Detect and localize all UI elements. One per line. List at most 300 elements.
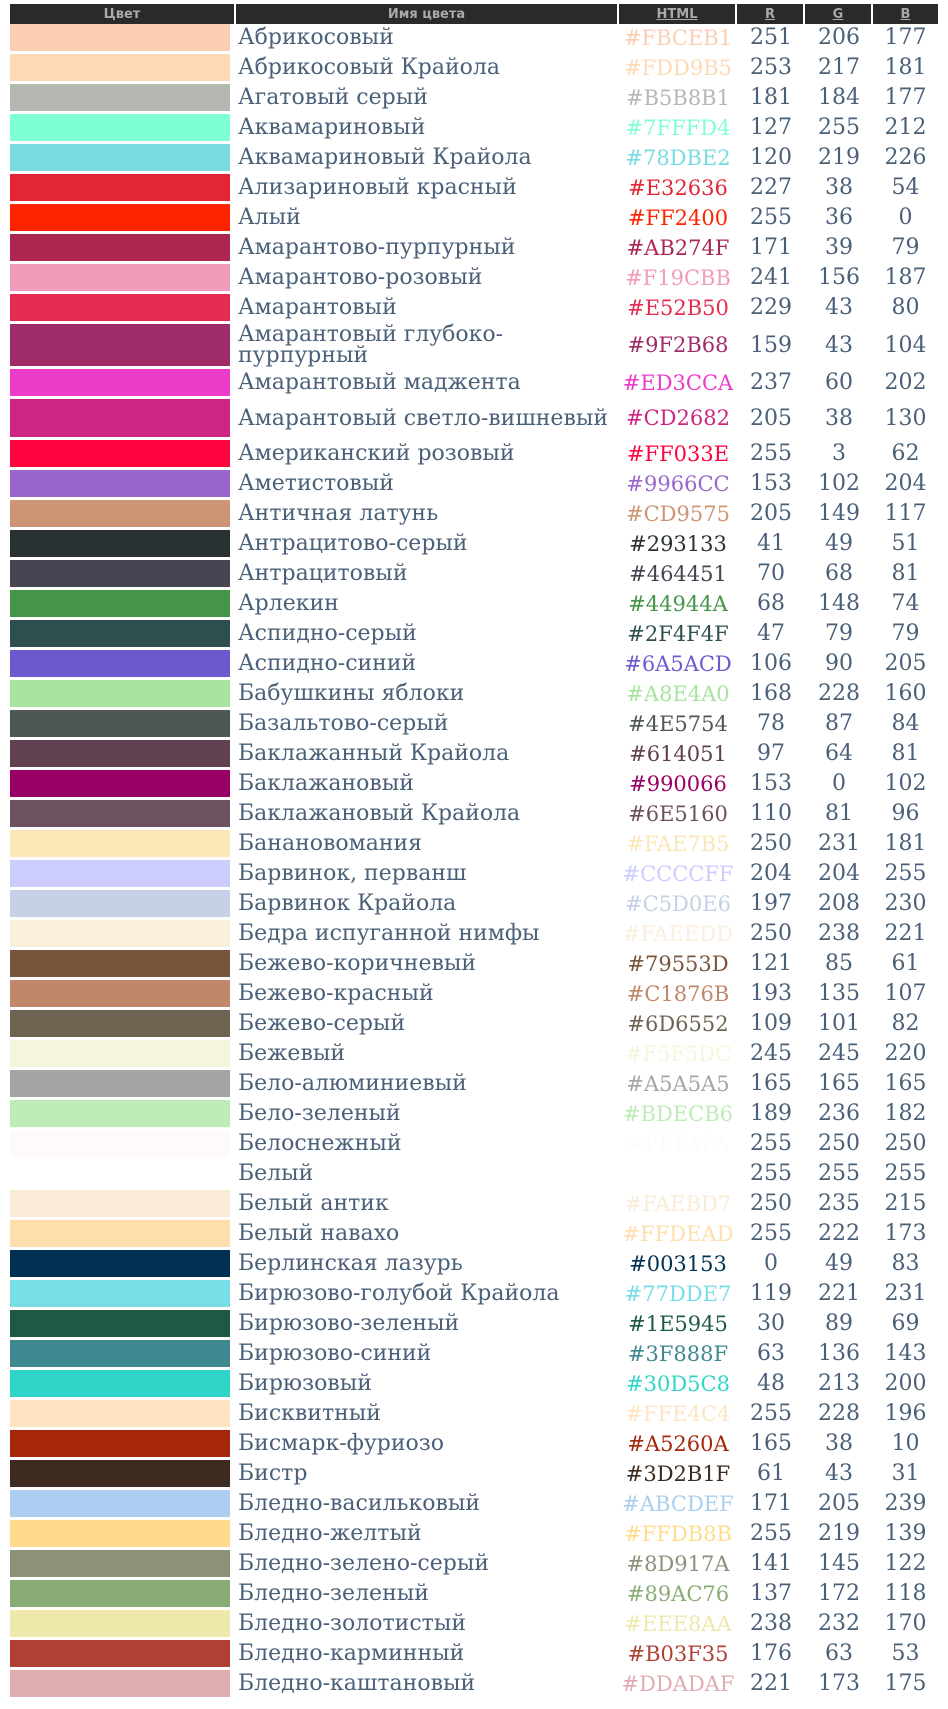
table-row [10,1130,938,1160]
color-g-value: 81 [805,800,873,830]
color-b-value: 81 [873,740,938,770]
color-hex: #FF2400 [619,204,737,234]
color-b-value: 160 [873,680,938,710]
color-b-value: 239 [873,1490,938,1520]
color-b-value: 69 [873,1310,938,1340]
color-name: Бежевый [236,1040,619,1070]
header-g[interactable]: G [805,4,873,24]
color-b-value: 255 [873,860,938,890]
table-row [10,650,938,680]
color-g-value: 236 [805,1100,873,1130]
color-hex: #9F2B68 [619,324,737,369]
table-row [10,1550,938,1580]
color-swatch [10,1640,236,1670]
color-swatch [10,1370,236,1400]
color-b-value: 61 [873,950,938,980]
color-name: Бистр [236,1460,619,1490]
color-hex: #FAEBD7 [619,1190,737,1220]
color-g-value: 222 [805,1220,873,1250]
color-swatch [10,440,236,470]
color-swatch [10,590,236,620]
color-hex: #3F888F [619,1340,737,1370]
color-g-value: 165 [805,1070,873,1100]
table-row [10,830,938,860]
color-b-value: 51 [873,530,938,560]
color-b-value: 80 [873,294,938,324]
color-swatch [10,399,236,440]
color-swatch [10,980,236,1010]
color-name: Бледно-зеленый [236,1580,619,1610]
color-hex: #ABCDEF [619,1490,737,1520]
header-row [10,4,938,24]
color-g-value: 208 [805,890,873,920]
color-swatch [10,174,236,204]
table-row [10,920,938,950]
color-g-value: 87 [805,710,873,740]
color-r-value: 119 [737,1280,805,1310]
color-r-value: 205 [737,500,805,530]
color-hex: #B5B8B1 [619,84,737,114]
color-g-value: 217 [805,54,873,84]
color-name: Абрикосовый [236,24,619,54]
color-swatch [10,860,236,890]
color-name: Бело-зеленый [236,1100,619,1130]
color-r-value: 250 [737,920,805,950]
color-g-value: 184 [805,84,873,114]
color-swatch [10,530,236,560]
color-hex: #89AC76 [619,1580,737,1610]
color-r-value: 255 [737,1160,805,1190]
color-hex: #C1876B [619,980,737,1010]
header-name[interactable]: Имя цвета [236,4,619,24]
color-g-value: 238 [805,920,873,950]
color-b-value: 181 [873,54,938,84]
color-b-value: 143 [873,1340,938,1370]
color-g-value: 101 [805,1010,873,1040]
color-name: Ализариновый красный [236,174,619,204]
color-b-value: 226 [873,144,938,174]
color-b-value: 74 [873,590,938,620]
color-r-value: 153 [737,470,805,500]
color-swatch [10,1010,236,1040]
color-swatch [10,680,236,710]
color-r-value: 241 [737,264,805,294]
color-r-value: 127 [737,114,805,144]
color-hex: #9966CC [619,470,737,500]
table-row [10,204,938,234]
color-hex: #77DDE7 [619,1280,737,1310]
color-name: Бирюзово-голубой Крайола [236,1280,619,1310]
color-name: Абрикосовый Крайола [236,54,619,84]
color-r-value: 153 [737,770,805,800]
color-name: Бедра испуганной нимфы [236,920,619,950]
table-row [10,1100,938,1130]
color-swatch [10,24,236,54]
table-row [10,1430,938,1460]
color-b-value: 83 [873,1250,938,1280]
table-row [10,1640,938,1670]
color-b-value: 31 [873,1460,938,1490]
color-r-value: 193 [737,980,805,1010]
color-r-value: 159 [737,324,805,369]
color-b-value: 230 [873,890,938,920]
color-b-value: 250 [873,1130,938,1160]
color-name: Белый антик [236,1190,619,1220]
color-b-value: 53 [873,1640,938,1670]
color-g-value: 79 [805,620,873,650]
color-name: Бледно-желтый [236,1520,619,1550]
color-hex: #A5A5A5 [619,1070,737,1100]
color-name: Бело-алюминиевый [236,1070,619,1100]
color-r-value: 221 [737,1670,805,1700]
color-g-value: 250 [805,1130,873,1160]
color-name: Амарантовый [236,294,619,324]
color-r-value: 168 [737,680,805,710]
color-r-value: 245 [737,1040,805,1070]
table-row [10,620,938,650]
color-b-value: 81 [873,560,938,590]
color-b-value: 79 [873,234,938,264]
color-hex: #FBCEB1 [619,24,737,54]
color-g-value: 49 [805,1250,873,1280]
color-g-value: 68 [805,560,873,590]
color-swatch [10,1100,236,1130]
color-swatch [10,1670,236,1700]
color-swatch [10,1190,236,1220]
color-g-value: 38 [805,174,873,204]
color-name: Баклажановый Крайола [236,800,619,830]
color-b-value: 165 [873,1070,938,1100]
color-name: Бирюзово-зеленый [236,1310,619,1340]
color-hex: #ED3CCA [619,369,737,399]
color-r-value: 238 [737,1610,805,1640]
color-g-value: 64 [805,740,873,770]
table-row [10,800,938,830]
color-b-value: 215 [873,1190,938,1220]
color-swatch [10,740,236,770]
table-row [10,234,938,264]
color-b-value: 182 [873,1100,938,1130]
color-swatch [10,620,236,650]
table-row [10,1190,938,1220]
color-r-value: 41 [737,530,805,560]
color-swatch [10,830,236,860]
color-name: Аспидно-синий [236,650,619,680]
color-swatch [10,324,236,369]
color-g-value: 228 [805,680,873,710]
color-name: Белоснежный [236,1130,619,1160]
color-g-value: 43 [805,1460,873,1490]
header-b[interactable]: B [873,4,938,24]
color-hex: #FFFFFF [619,1160,737,1190]
color-hex: #6D6552 [619,1010,737,1040]
color-name: Антрацитовый [236,560,619,590]
color-g-value: 219 [805,144,873,174]
color-r-value: 255 [737,1220,805,1250]
color-b-value: 221 [873,920,938,950]
color-hex: #4E5754 [619,710,737,740]
color-swatch [10,1430,236,1460]
color-swatch [10,560,236,590]
color-name: Агатовый серый [236,84,619,114]
color-r-value: 63 [737,1340,805,1370]
color-swatch [10,1070,236,1100]
color-g-value: 0 [805,770,873,800]
color-b-value: 84 [873,710,938,740]
color-swatch [10,234,236,264]
color-hex: #614051 [619,740,737,770]
table-row [10,114,938,144]
color-swatch [10,1130,236,1160]
color-hex: #FFDB8B [619,1520,737,1550]
color-r-value: 120 [737,144,805,174]
color-swatch [10,800,236,830]
color-g-value: 255 [805,1160,873,1190]
color-swatch [10,84,236,114]
color-g-value: 204 [805,860,873,890]
color-g-value: 213 [805,1370,873,1400]
color-g-value: 102 [805,470,873,500]
table-row [10,440,938,470]
table-row [10,530,938,560]
color-b-value: 117 [873,500,938,530]
header-html[interactable]: HTML [619,4,737,24]
color-r-value: 70 [737,560,805,590]
table-row [10,1220,938,1250]
color-b-value: 187 [873,264,938,294]
color-r-value: 204 [737,860,805,890]
color-b-value: 130 [873,399,938,440]
table-row [10,1310,938,1340]
color-r-value: 165 [737,1070,805,1100]
table-row [10,369,938,399]
color-swatch [10,1040,236,1070]
color-hex: #A5260A [619,1430,737,1460]
color-b-value: 196 [873,1400,938,1430]
color-r-value: 110 [737,800,805,830]
color-r-value: 237 [737,369,805,399]
color-r-value: 189 [737,1100,805,1130]
color-r-value: 181 [737,84,805,114]
color-g-value: 135 [805,980,873,1010]
color-name: Аспидно-серый [236,620,619,650]
color-name: Амарантовый глубоко-пурпурный [236,324,619,369]
color-hex: #FAE7B5 [619,830,737,860]
color-g-value: 43 [805,324,873,369]
color-g-value: 43 [805,294,873,324]
color-g-value: 36 [805,204,873,234]
color-g-value: 149 [805,500,873,530]
color-g-value: 3 [805,440,873,470]
color-hex: #1E5945 [619,1310,737,1340]
color-name: Бледно-золотистый [236,1610,619,1640]
color-hex: #2F4F4F [619,620,737,650]
color-swatch [10,470,236,500]
color-swatch [10,1310,236,1340]
color-r-value: 255 [737,1520,805,1550]
color-r-value: 61 [737,1460,805,1490]
color-r-value: 255 [737,1130,805,1160]
color-name: Антрацитово-серый [236,530,619,560]
color-r-value: 68 [737,590,805,620]
color-swatch [10,1400,236,1430]
table-row [10,470,938,500]
color-hex: #EEE8AA [619,1610,737,1640]
color-b-value: 0 [873,204,938,234]
color-r-value: 176 [737,1640,805,1670]
table-row [10,1010,938,1040]
color-r-value: 255 [737,204,805,234]
color-swatch [10,770,236,800]
color-b-value: 204 [873,470,938,500]
color-g-value: 39 [805,234,873,264]
color-r-value: 253 [737,54,805,84]
color-b-value: 104 [873,324,938,369]
table-row [10,1460,938,1490]
color-b-value: 122 [873,1550,938,1580]
color-b-value: 102 [873,770,938,800]
color-b-value: 79 [873,620,938,650]
color-swatch [10,1550,236,1580]
header-swatch[interactable]: Цвет [10,4,236,24]
color-g-value: 219 [805,1520,873,1550]
color-b-value: 175 [873,1670,938,1700]
table-row [10,680,938,710]
color-swatch [10,54,236,84]
color-r-value: 106 [737,650,805,680]
color-r-value: 165 [737,1430,805,1460]
color-hex: #6A5ACD [619,650,737,680]
table-row [10,740,938,770]
table-row [10,1370,938,1400]
color-r-value: 47 [737,620,805,650]
table-row [10,770,938,800]
color-hex: #FFE4C4 [619,1400,737,1430]
color-g-value: 145 [805,1550,873,1580]
color-g-value: 221 [805,1280,873,1310]
color-name: Барвинок, перванш [236,860,619,890]
color-g-value: 38 [805,1430,873,1460]
color-g-value: 89 [805,1310,873,1340]
color-name: Бледно-каштановый [236,1670,619,1700]
color-hex: #30D5C8 [619,1370,737,1400]
color-r-value: 229 [737,294,805,324]
color-r-value: 205 [737,399,805,440]
table-row [10,890,938,920]
color-r-value: 227 [737,174,805,204]
color-name: Бледно-васильковый [236,1490,619,1520]
color-swatch [10,294,236,324]
color-name: Амарантово-пурпурный [236,234,619,264]
color-name: Амарантовый светло-вишневый [236,399,619,440]
color-b-value: 139 [873,1520,938,1550]
color-swatch [10,1160,236,1190]
color-b-value: 107 [873,980,938,1010]
color-name: Белый [236,1160,619,1190]
color-r-value: 171 [737,234,805,264]
table-row [10,324,938,369]
table-row [10,1160,938,1190]
color-g-value: 90 [805,650,873,680]
color-swatch [10,1280,236,1310]
color-hex: #AB274F [619,234,737,264]
color-r-value: 0 [737,1250,805,1280]
color-r-value: 255 [737,440,805,470]
color-hex: #8D917A [619,1550,737,1580]
color-b-value: 10 [873,1430,938,1460]
color-swatch [10,650,236,680]
color-hex: #C5D0E6 [619,890,737,920]
color-swatch [10,114,236,144]
table-row [10,1250,938,1280]
color-hex: #6E5160 [619,800,737,830]
color-name: Белый навахо [236,1220,619,1250]
color-r-value: 48 [737,1370,805,1400]
color-r-value: 250 [737,830,805,860]
color-hex: #FFFAFA [619,1130,737,1160]
header-r[interactable]: R [737,4,805,24]
color-name: Бежево-коричневый [236,950,619,980]
color-swatch [10,920,236,950]
color-name: Бледно-карминный [236,1640,619,1670]
color-r-value: 250 [737,1190,805,1220]
color-r-value: 78 [737,710,805,740]
table-row [10,980,938,1010]
color-name: Американский розовый [236,440,619,470]
color-g-value: 231 [805,830,873,860]
color-b-value: 173 [873,1220,938,1250]
color-hex: #BDECB6 [619,1100,737,1130]
color-name: Аквамариновый Крайола [236,144,619,174]
table-row [10,500,938,530]
table-row [10,24,938,54]
color-swatch [10,950,236,980]
color-swatch [10,1220,236,1250]
color-name: Бисквитный [236,1400,619,1430]
color-g-value: 136 [805,1340,873,1370]
color-g-value: 173 [805,1670,873,1700]
color-name: Бежево-серый [236,1010,619,1040]
color-hex: #003153 [619,1250,737,1280]
color-hex: #78DBE2 [619,144,737,174]
color-name: Амарантово-розовый [236,264,619,294]
color-g-value: 49 [805,530,873,560]
table-row [10,1670,938,1700]
color-hex: #464451 [619,560,737,590]
color-g-value: 255 [805,114,873,144]
color-r-value: 255 [737,1400,805,1430]
color-g-value: 85 [805,950,873,980]
color-name: Баклажановый [236,770,619,800]
color-g-value: 232 [805,1610,873,1640]
color-g-value: 38 [805,399,873,440]
color-hex: #E32636 [619,174,737,204]
color-r-value: 137 [737,1580,805,1610]
color-hex: #79553D [619,950,737,980]
color-name: Бежево-красный [236,980,619,1010]
color-r-value: 171 [737,1490,805,1520]
color-r-value: 141 [737,1550,805,1580]
color-r-value: 109 [737,1010,805,1040]
color-swatch [10,1460,236,1490]
color-hex: #3D2B1F [619,1460,737,1490]
table-row [10,84,938,114]
color-r-value: 251 [737,24,805,54]
color-hex: #F19CBB [619,264,737,294]
color-hex: #DDADAF [619,1670,737,1700]
color-swatch [10,1610,236,1640]
color-swatch [10,1490,236,1520]
